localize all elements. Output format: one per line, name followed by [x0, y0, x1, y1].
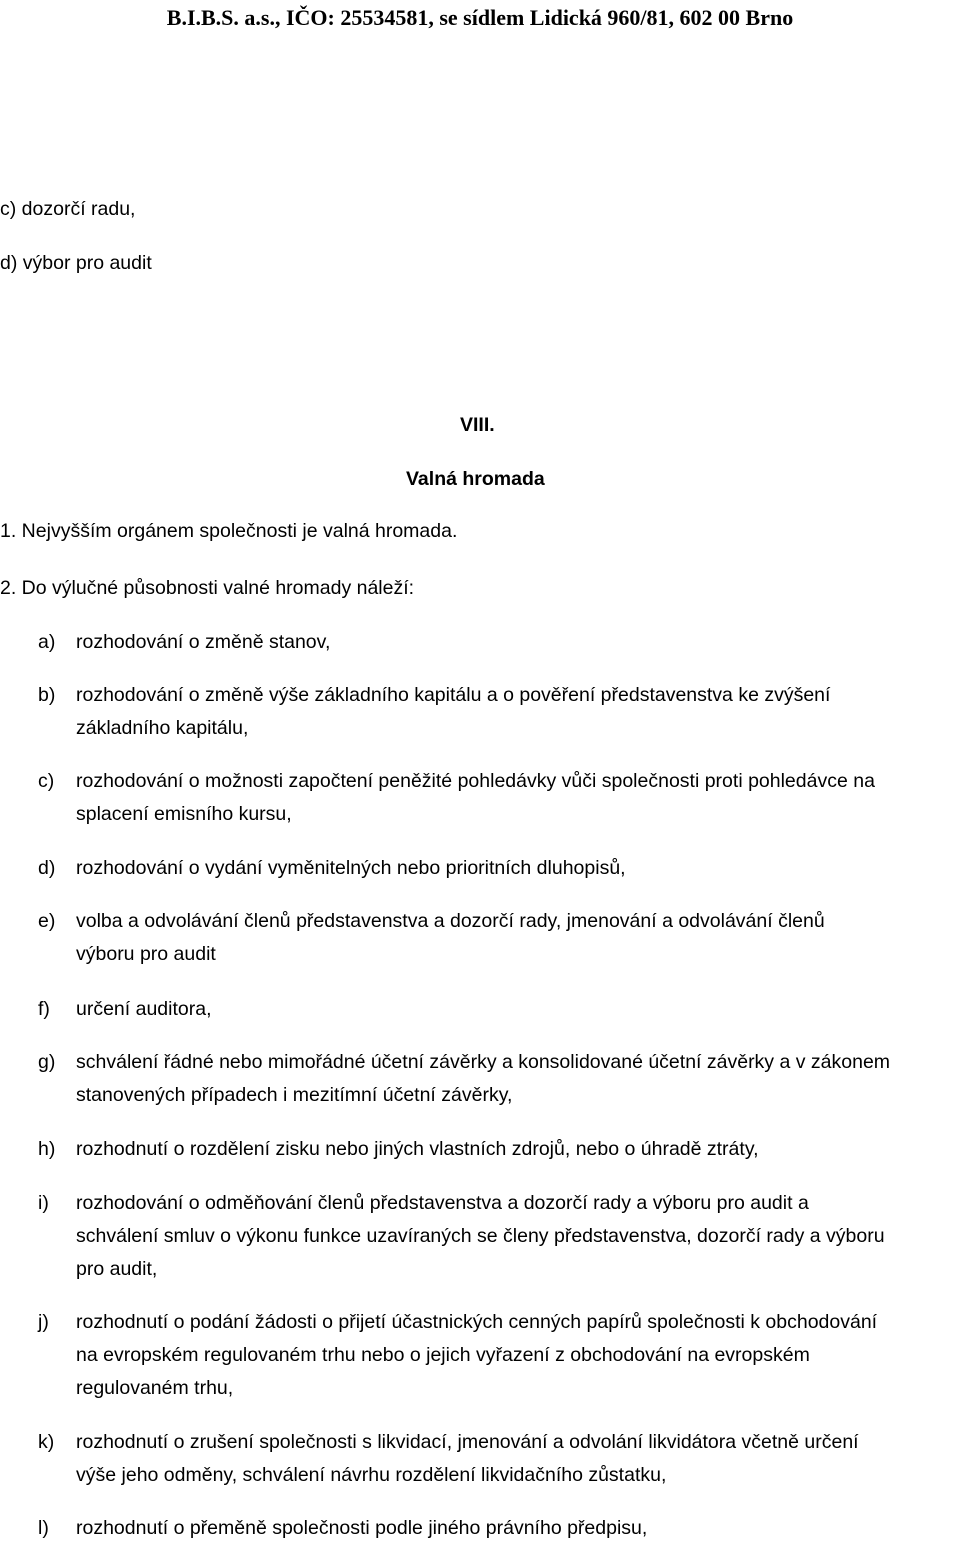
list-item-text: [76, 1306, 960, 1405]
list-item-line: rozhodování o změně výše základního kapitálu a o pověření představenstva ke zvýšení: [76, 684, 831, 706]
list-item-text: [76, 765, 960, 831]
list-item-text: [76, 626, 960, 659]
list-item-line: na evropském regulovaném trhu nebo o jejich vyřazení z obchodování na evropském: [76, 1344, 810, 1366]
list-item-text: [76, 852, 960, 885]
list-item-text: [76, 679, 960, 745]
list-item-text: [76, 905, 960, 971]
list-item-line: stanovených případech i mezitímní účetní závěrky,: [76, 1084, 513, 1106]
list-item-text: [76, 1133, 960, 1166]
list-item-label: d): [38, 857, 56, 879]
list-item-line: rozhodování o možnosti započtení peněžité pohledávky vůči společnosti proti pohledávce na: [76, 770, 875, 792]
list-item-line: rozhodnutí o přeměně společnosti podle jiného právního předpisu,: [76, 1517, 648, 1539]
list-item-line: výboru pro audit: [76, 943, 216, 965]
list-item-line: rozhodování o změně stanov,: [76, 631, 331, 653]
list-item-line: rozhodnutí o zrušení společnosti s likvidací, jmenování a odvolání likvidátora včetně určení: [76, 1431, 859, 1453]
list-item-text: [76, 993, 960, 1026]
list-item-line: rozhodování o vydání vyměnitelných nebo prioritních dluhopisů,: [76, 857, 626, 879]
list-item-label: g): [38, 1051, 56, 1073]
list-item-label: f): [38, 998, 50, 1020]
list-item-text: [76, 1187, 960, 1286]
prior-item-d: d) výbor pro audit: [0, 252, 152, 274]
list-item-line: rozhodnutí o podání žádosti o přijetí účastnických cenných papírů společnosti k obchodování: [76, 1311, 878, 1333]
list-item-line: určení auditora,: [76, 998, 212, 1020]
list-item-label: b): [38, 684, 56, 706]
paragraph-1: 1. Nejvyšším orgánem společnosti je valná hromada.: [0, 520, 458, 542]
prior-item-c: c) dozorčí radu,: [0, 198, 136, 220]
list-item-text: [76, 1426, 960, 1492]
list-item-label: e): [38, 910, 56, 932]
list-item-label: a): [38, 631, 56, 653]
list-item-line: schválení smluv o výkonu funkce uzavíraných se členy představenstva, dozorčí rady a výboru: [76, 1225, 885, 1247]
list-item-line: pro audit,: [76, 1258, 158, 1280]
list-item-text: [76, 1046, 960, 1112]
list-item-label: c): [38, 770, 55, 792]
list-item-line: výše jeho odměny, schválení návrhu rozdělení likvidačního zůstatku,: [76, 1464, 667, 1486]
list-item-line: volba a odvolávání členů představenstva a dozorčí rady, jmenování a odvolávání členů: [76, 910, 825, 932]
list-item-line: základního kapitálu,: [76, 717, 249, 739]
list-item-label: l): [38, 1517, 49, 1539]
list-item-line: regulovaném trhu,: [76, 1377, 234, 1399]
list-item-label: k): [38, 1431, 55, 1453]
list-item-line: schválení řádné nebo mimořádné účetní závěrky a konsolidované účetní závěrky a v zákonem: [76, 1051, 891, 1073]
list-item-line: rozhodování o odměňování členů představenstva a dozorčí rady a výboru pro audit a: [76, 1192, 809, 1214]
page-header: B.I.B.S. a.s., IČO: 25534581, se sídlem Lidická 960/81, 602 00 Brno: [166, 5, 794, 30]
list-item-line: rozhodnutí o rozdělení zisku nebo jiných vlastních zdrojů, nebo o úhradě ztráty,: [76, 1138, 759, 1160]
list-item-label: h): [38, 1138, 56, 1160]
list-item-label: j): [38, 1311, 49, 1333]
list-item-text: [76, 1512, 960, 1545]
paragraph-2: 2. Do výlučné působnosti valné hromady náleží:: [0, 577, 415, 599]
list-item-label: i): [38, 1192, 49, 1214]
section-title: Valná hromada: [406, 468, 545, 490]
section-number: VIII.: [460, 414, 495, 436]
list-item-line: splacení emisního kursu,: [76, 803, 292, 825]
